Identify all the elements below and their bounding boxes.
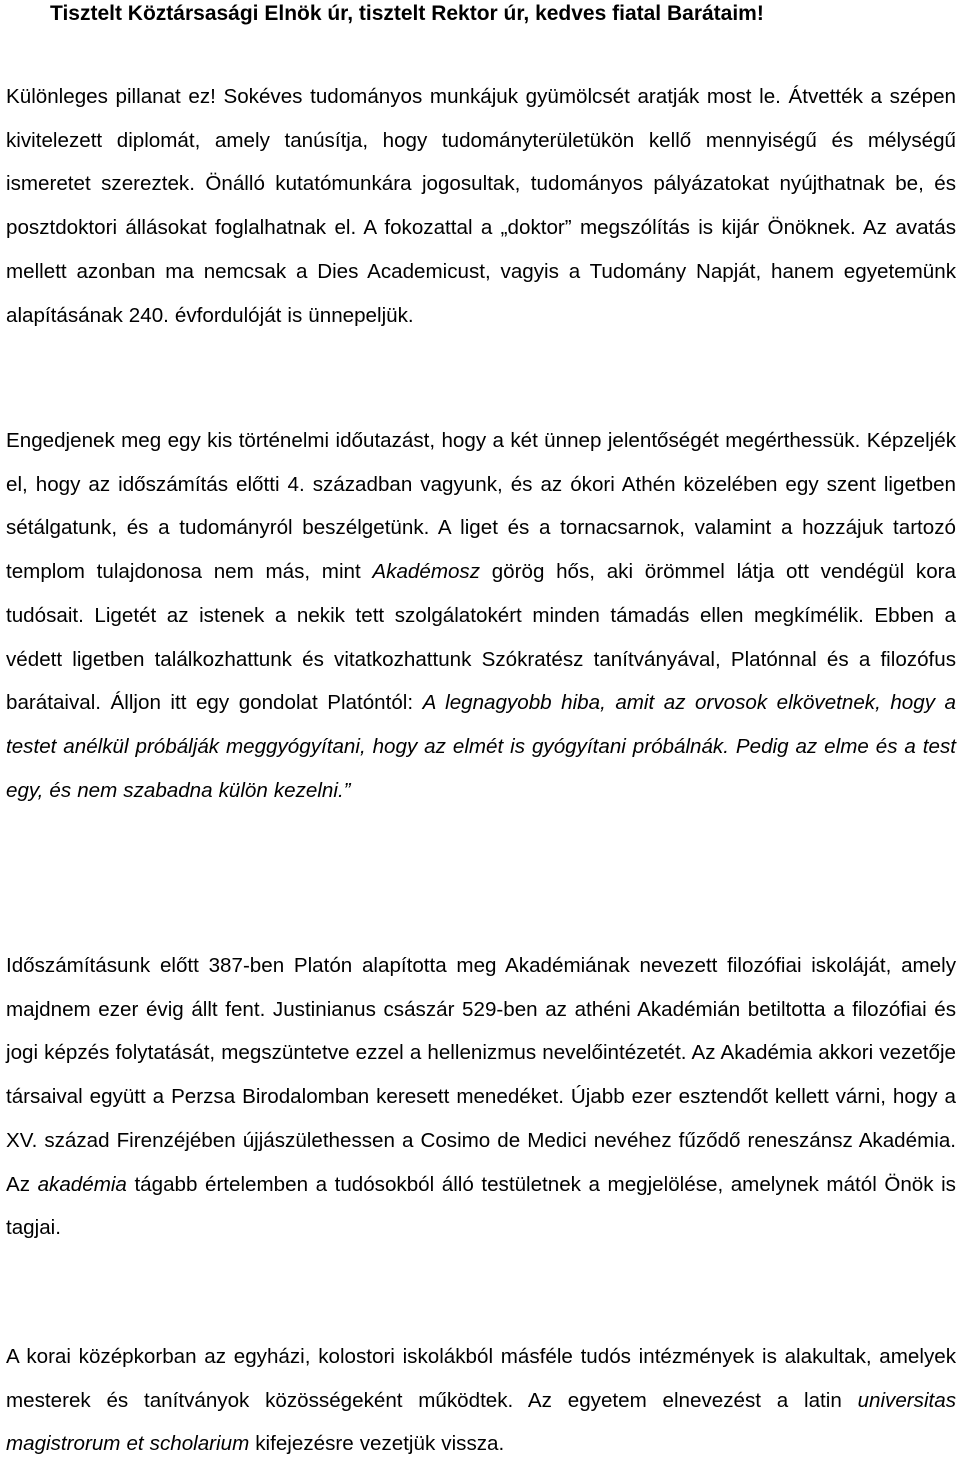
- italic-text-run: akadémia: [37, 1172, 127, 1196]
- italic-text-run: universitas magistrorum et scholarium: [6, 1388, 956, 1456]
- text-run: Különleges pillanat ez! Sokéves tudományos munkájuk gyümölcsét aratják most le. Átvették a szépen kivitelezett diplomát, amely tanúsítja, hogy tudományterületükön kellő mennyiségű és mélységű ismeretet szereztek. Önálló kutatómunkára jogosultak, tudományos pályázatokat nyújthatnak be, és posztdoktori állásokat foglalhatnak el. A fokozattal a „doktor” megszólítás is kijár Önöknek. Az avatás mellett azonban ma nemcsak a Dies Academicust, vagyis a Tudomány Napját, hanem egyetemünk alapításának 240. évfordulóját is ünnepeljük.: [6, 85, 956, 327]
- text-run: görög hős, aki örömmel látja ott vendégül kora tudósait. Ligetét az istenek a nekik tett szolgálatokért minden támadás ellen megkímélik. Ebben a védett ligetben találkozhattunk és vitatkozhattunk Szókratész tanítványával, Platónnal és a filozófus barátaival. Álljon itt egy gondolat Platóntól:: [6, 560, 956, 715]
- text-run: Engedjenek meg egy kis történelmi időutazást, hogy a két ünnep jelentőségét megérthessük. Képzeljék el, hogy az időszámítás előtti 4. században vagyunk, és az ókori Athén közelében egy szent ligetben sétálgatunk, és a tudományról beszélgetünk. A liget és a tornacsarnok, valamint a hozzájuk tartozó templom tulajdonosa nem más, mint: [6, 429, 956, 584]
- paragraph: [6, 75, 956, 337]
- text-run: kifejezésre vezetjük vissza.: [249, 1432, 505, 1456]
- italic-text-run: A legnagyobb hiba, amit az orvosok elkövetnek, hogy a testet anélkül próbálják meggyógyítani, hogy az elmét is gyógyítani próbálnák. Pedig az elme és a test egy, és nem szabadna külön kezelni.”: [6, 691, 956, 802]
- paragraph: [6, 419, 956, 812]
- text-run: Időszámításunk előtt 387-ben Platón alapította meg Akadémiának nevezett filozófiai iskoláját, amely majdnem ezer évig állt fent. Justinianus császár 529-ben az athéni Akadémián betiltotta a filozófiai és jogi képzés folytatását, megszüntetve ezzel a hellenizmus nevelőintézetét. Az Akadémia akkori vezetője társaival együtt a Perzsa Birodalomban keresett menedéket. Újabb ezer esztendőt kellett várni, hogy a XV. század Firenzéjében újjászülethessen a Cosimo de Medici nevéhez fűződő reneszánsz Akadémia. Az: [6, 954, 956, 1196]
- italic-text-run: Akadémosz: [372, 560, 481, 584]
- salutation-heading: Tisztelt Köztársasági Elnök úr, tisztelt Rektor úr, kedves fiatal Barátaim!: [50, 2, 764, 25]
- text-run: tágabb értelemben a tudósokból álló testületnek a megjelölése, amelynek mától Önök is tagjai.: [6, 1172, 956, 1240]
- paragraph: [6, 1335, 956, 1466]
- paragraph: [6, 944, 956, 1250]
- text-run: A korai középkorban az egyházi, kolostori iskolákból másféle tudós intézmények is alakultak, amelyek mesterek és tanítványok közösségeként működtek. Az egyetem elnevezést a latin: [6, 1345, 956, 1412]
